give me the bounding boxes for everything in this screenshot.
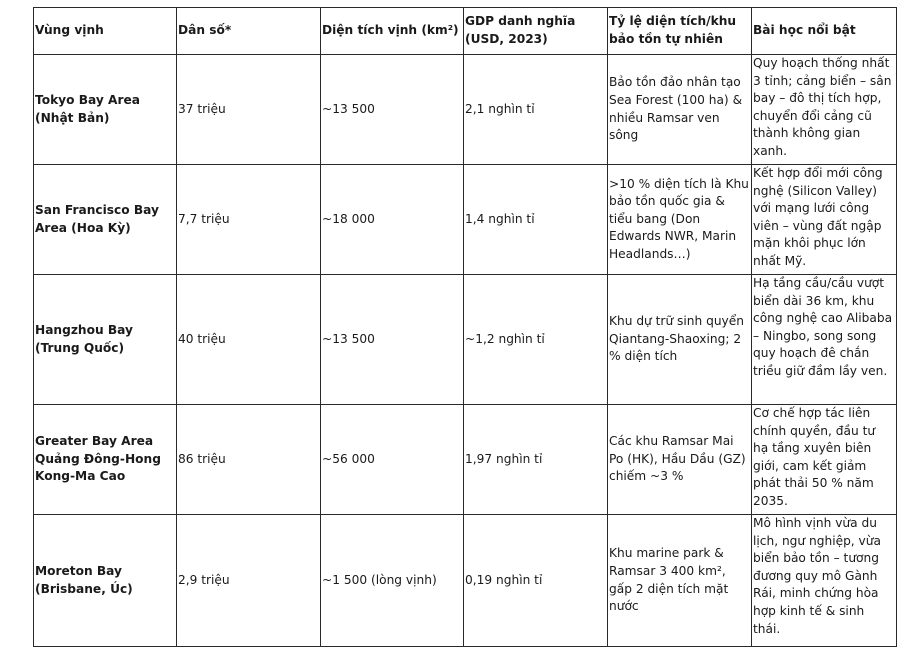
cell-conservation: >10 % diện tích là Khu bảo tồn quốc gia & tiểu bang (Don Edwards NWR, Marin Headlands…) <box>608 165 752 275</box>
cell-area: ~18 000 <box>321 165 464 275</box>
header-area: Diện tích vịnh (km²) <box>321 8 464 55</box>
cell-region: Hangzhou Bay (Trung Quốc) <box>34 275 177 405</box>
table-row <box>34 275 897 405</box>
cell-gdp: ~1,2 nghìn tỉ <box>464 275 608 405</box>
cell-region: Tokyo Bay Area (Nhật Bản) <box>34 55 177 165</box>
cell-region: Moreton Bay (Brisbane, Úc) <box>34 515 177 647</box>
table-row <box>34 515 897 647</box>
cell-region: San Francisco Bay Area (Hoa Kỳ) <box>34 165 177 275</box>
cell-population: 7,7 triệu <box>177 165 321 275</box>
cell-lessons: Kết hợp đổi mới công nghệ (Silicon Valley) với mạng lưới công viên – vùng đất ngập mặn khôi phục lớn nhất Mỹ. <box>752 165 897 275</box>
header-region: Vùng vịnh <box>34 8 177 55</box>
table-container <box>33 7 897 647</box>
cell-gdp: 1,97 nghìn tỉ <box>464 405 608 515</box>
cell-area: ~1 500 (lòng vịnh) <box>321 515 464 647</box>
cell-area: ~13 500 <box>321 55 464 165</box>
cell-conservation: Khu dự trữ sinh quyển Qiantang-Shaoxing; 2 % diện tích <box>608 275 752 405</box>
cell-gdp: 2,1 nghìn tỉ <box>464 55 608 165</box>
cell-lessons: Cơ chế hợp tác liên chính quyền, đầu tư hạ tầng xuyên biên giới, cam kết giảm phát thải 50 % năm 2035. <box>752 405 897 515</box>
cell-region: Greater Bay Area Quảng Đông-Hong Kong-Ma Cao <box>34 405 177 515</box>
cell-population: 40 triệu <box>177 275 321 405</box>
cell-area: ~56 000 <box>321 405 464 515</box>
cell-conservation: Các khu Ramsar Mai Po (HK), Hầu Dầu (GZ) chiếm ~3 % <box>608 405 752 515</box>
cell-conservation: Bảo tồn đảo nhân tạo Sea Forest (100 ha) & nhiều Ramsar ven sông <box>608 55 752 165</box>
bay-comparison-table <box>33 7 897 647</box>
cell-lessons: Mô hình vịnh vừa du lịch, ngư nghiệp, vừa biển bảo tồn – tương đương quy mô Gành Rái, minh chứng hòa hợp kinh tế & sinh thái. <box>752 515 897 647</box>
cell-area: ~13 500 <box>321 275 464 405</box>
header-conservation: Tỷ lệ diện tích/khu bảo tồn tự nhiên <box>608 8 752 55</box>
cell-population: 2,9 triệu <box>177 515 321 647</box>
header-population: Dân số* <box>177 8 321 55</box>
cell-population: 86 triệu <box>177 405 321 515</box>
table-header-row <box>34 8 897 55</box>
cell-lessons: Quy hoạch thống nhất 3 tỉnh; cảng biển – sân bay – đô thị tích hợp, chuyển đổi cảng cũ thành không gian xanh. <box>752 55 897 165</box>
table-row <box>34 55 897 165</box>
cell-gdp: 0,19 nghìn tỉ <box>464 515 608 647</box>
cell-lessons: Hạ tầng cầu/cầu vượt biển dài 36 km, khu công nghệ cao Alibaba – Ningbo, song song quy hoạch đê chắn triều giữ đầm lầy ven. <box>752 275 897 405</box>
cell-conservation: Khu marine park & Ramsar 3 400 km², gấp 2 diện tích mặt nước <box>608 515 752 647</box>
header-gdp: GDP danh nghĩa (USD, 2023) <box>464 8 608 55</box>
table-row <box>34 165 897 275</box>
table-row <box>34 405 897 515</box>
cell-population: 37 triệu <box>177 55 321 165</box>
header-lessons: Bài học nổi bật <box>752 8 897 55</box>
cell-gdp: 1,4 nghìn tỉ <box>464 165 608 275</box>
